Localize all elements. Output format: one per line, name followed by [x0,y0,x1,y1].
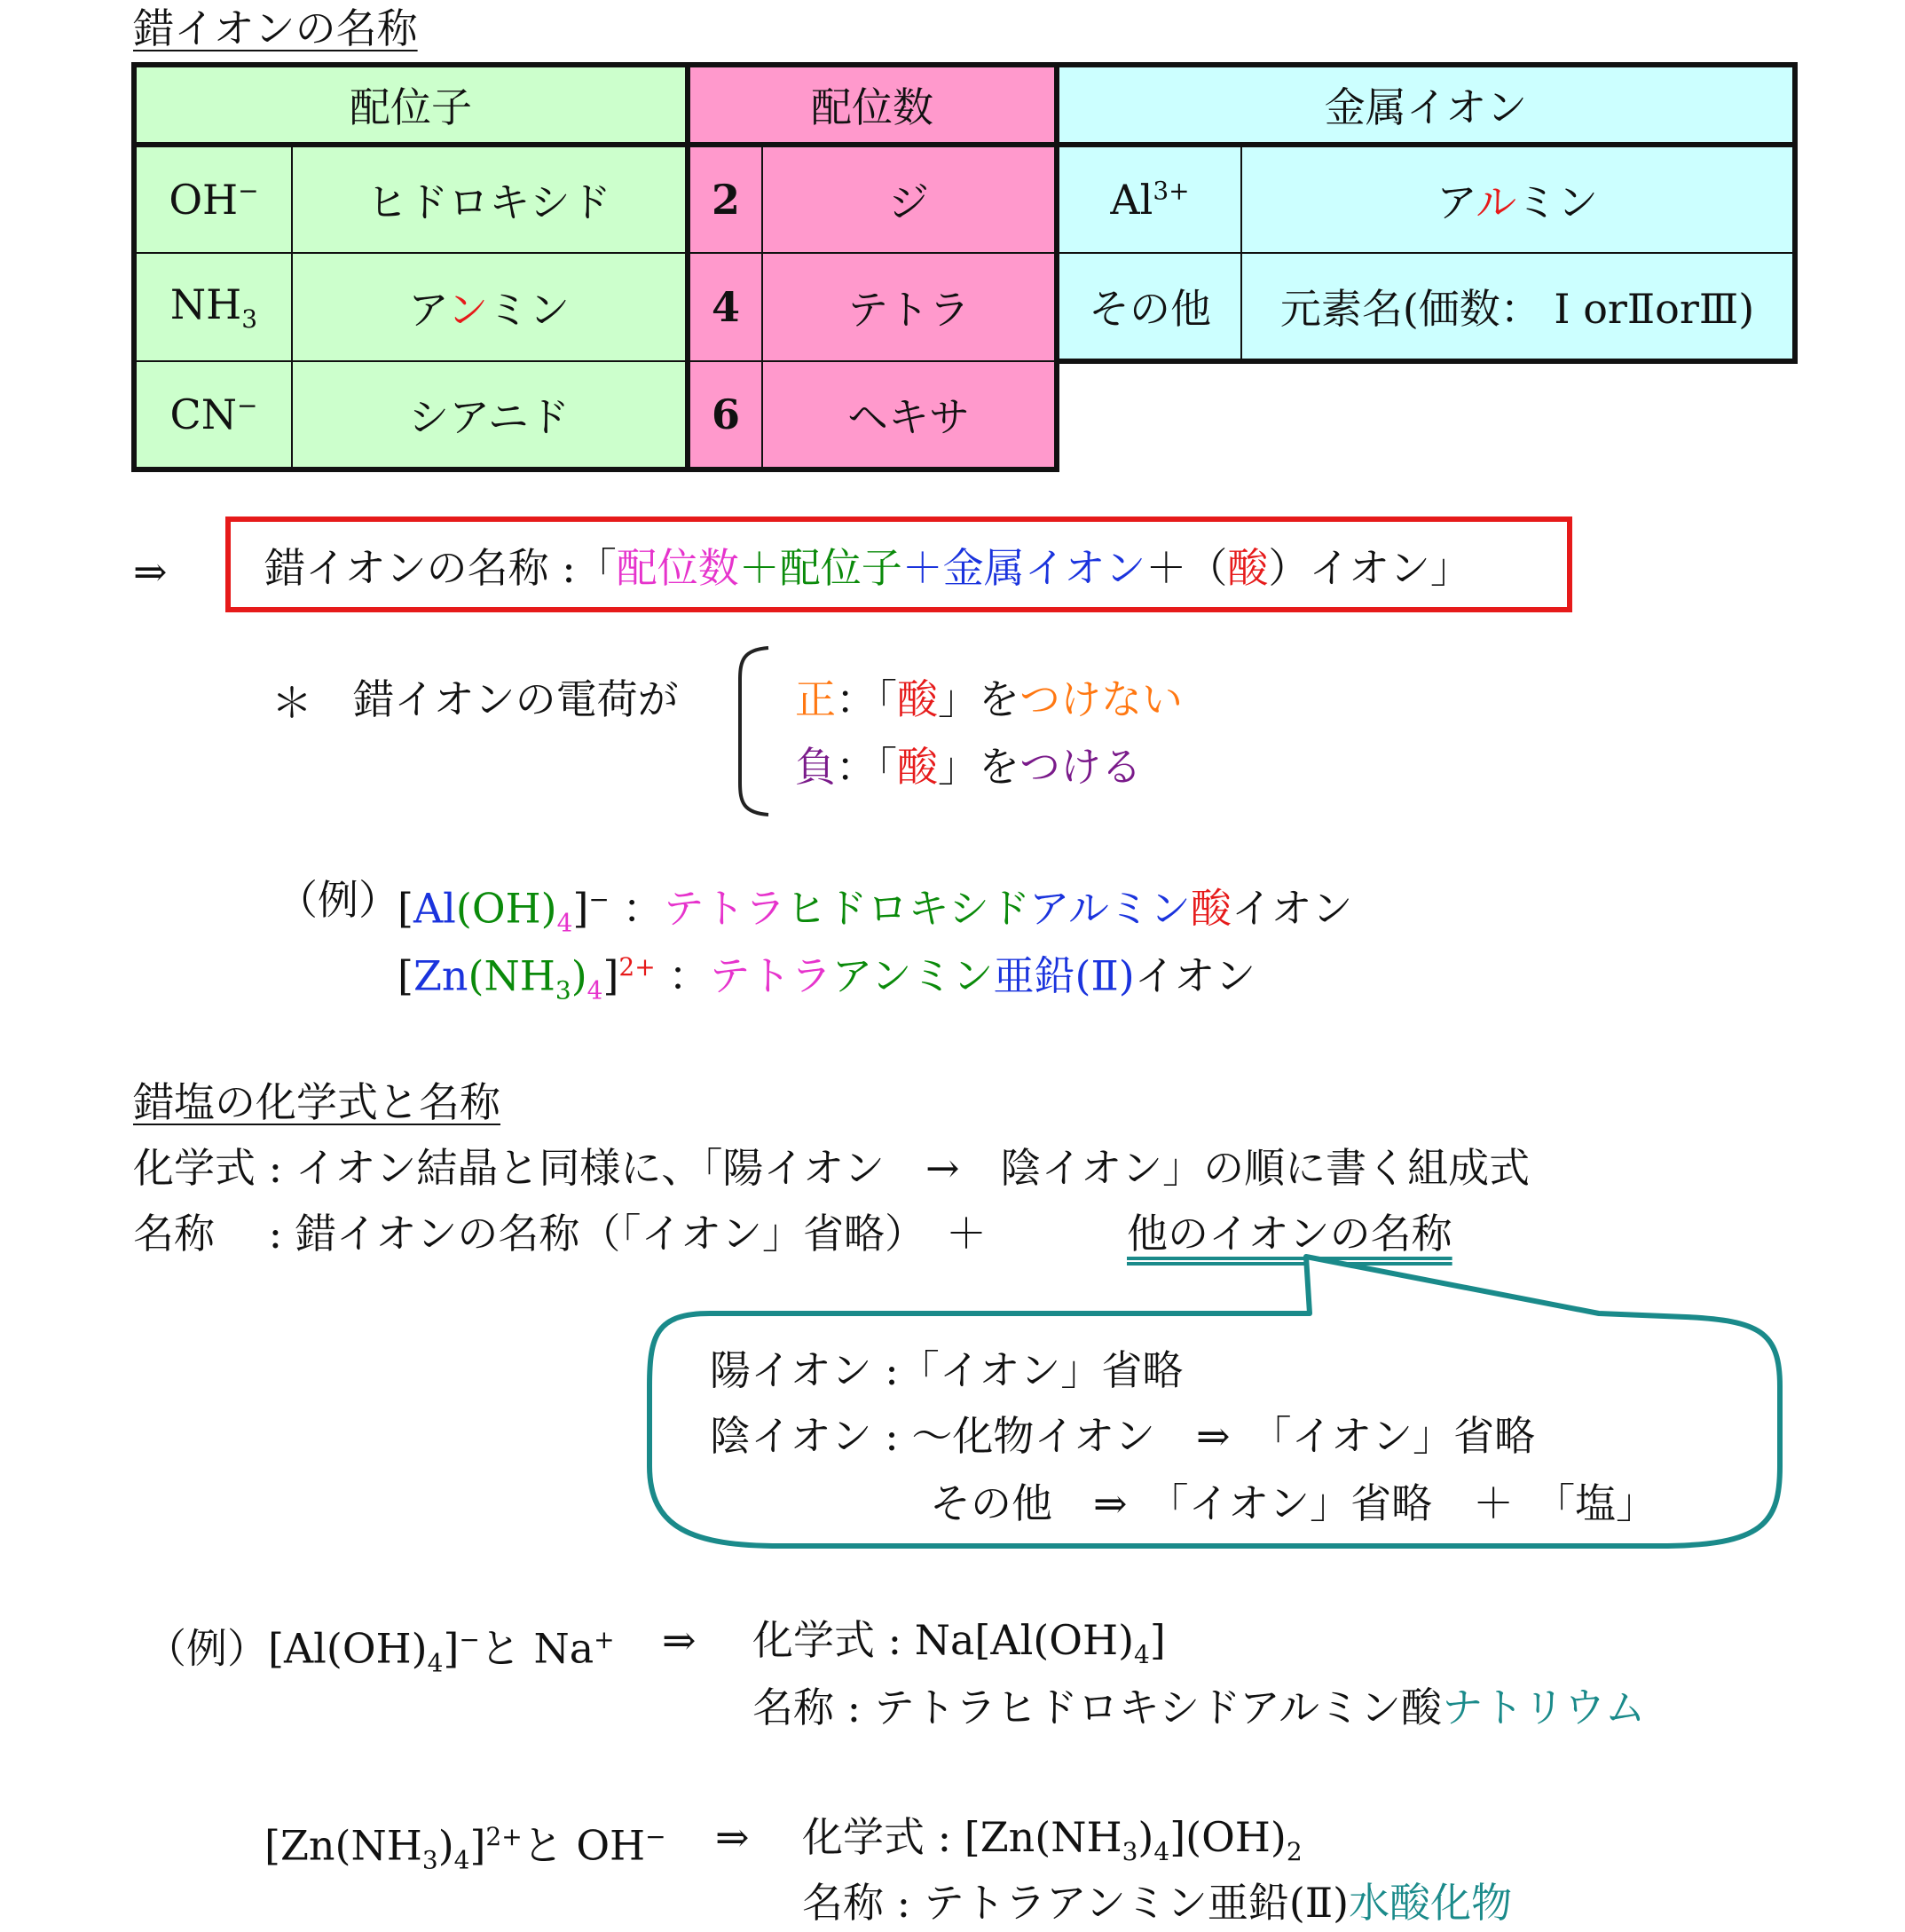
ligand-name: ヒドロキシド [292,145,688,253]
implies-arrow: ⇒ [133,548,168,595]
salt-example-1-arrow: ⇒ [662,1616,697,1664]
ligand-name: アンミン [292,253,688,361]
header-ligand: 配位子 [134,65,688,145]
header-metal-ion: 金属イオン [1057,65,1795,145]
coordination-prefix: ジ [762,145,1057,253]
ion-name-table [131,62,1798,472]
note-lead: 錯イオンの電荷が [353,675,679,723]
callout-line-3: その他 ⇒ 「イオン」省略 ＋ 「塩」 [930,1479,1657,1527]
ligand-name: シアニド [292,361,688,469]
salt-example-2-formula: 化学式 : $[Zn(NH_3)_4](OH)_2$ [802,1813,1303,1867]
ligand-formula: $NH_3$ [134,253,292,361]
callout-line-1: 陽イオン :「イオン」省略 [710,1346,1184,1394]
section2-title: 錯塩の化学式と名称 [133,1078,500,1126]
metal-ion-symbol: $Al^{3+}$ [1057,145,1241,253]
callout-line-2: 陰イオン : ～化物イオン ⇒ 「イオン」省略 [710,1412,1536,1460]
metal-ion-symbol: その他 [1057,253,1241,361]
ligand-formula: CN− [134,361,292,469]
note-star: ＊ [272,679,312,727]
salt-example-2-lhs: $[Zn(NH_3)_4]^{2+}$と OH− [264,1821,666,1875]
coordination-number: 2 [688,145,762,253]
metal-ion-name: 元素名(価数： Ⅰ orⅡorⅢ) [1241,253,1795,361]
coordination-number: 4 [688,253,762,361]
example-1: $[Al(OH)_4]^-$ ：テトラヒドロキシドアルミン酸イオン [398,884,1353,938]
coordination-prefix: ヘキサ [762,361,1057,469]
coordination-number: 6 [688,361,762,469]
example-2: $[Zn(NH_3)_4]^{2+}$ ：テトラアンミン亜鉛(Ⅱ)イオン [398,951,1256,1005]
ligand-formula: OH− [134,145,292,253]
salt-example-1-lhs: （例）$[Al(OH)_4]^-$と Na+ [146,1624,615,1678]
note-negative: 負：「酸」をつける [795,743,1142,791]
other-ion-name: 他のイオンの名称 [1127,1210,1452,1258]
section1-title: 錯イオンの名称 [133,4,418,52]
curly-bracket [729,644,775,818]
salt-example-2-arrow: ⇒ [715,1813,750,1861]
salt-example-1-formula: 化学式 : $Na[Al(OH)_4]$ [752,1616,1166,1670]
naming-rule: 錯イオンの名称 :「配位数＋配位子＋金属イオン＋（酸）イオン」 [264,544,1471,592]
metal-ion-name: アルミン [1241,145,1795,253]
name-rule: 名称 : 錯イオンの名称（「イオン」省略） ＋ [133,1210,987,1258]
salt-example-2-name: 名称 : テトラアンミン亜鉛(Ⅱ)水酸化物 [802,1879,1513,1927]
note-positive: 正：「酸」をつけない [795,675,1183,723]
salt-example-1-name: 名称 : テトラヒドロキシドアルミン酸ナトリウム [752,1684,1646,1731]
coordination-prefix: テトラ [762,253,1057,361]
example-label: （例） [277,876,399,924]
formula-rule: 化学式 : イオン結晶と同様に、「陽イオン → 陰イオン」の順に書く組成式 [133,1144,1531,1192]
header-coordination-number: 配位数 [688,65,1057,145]
